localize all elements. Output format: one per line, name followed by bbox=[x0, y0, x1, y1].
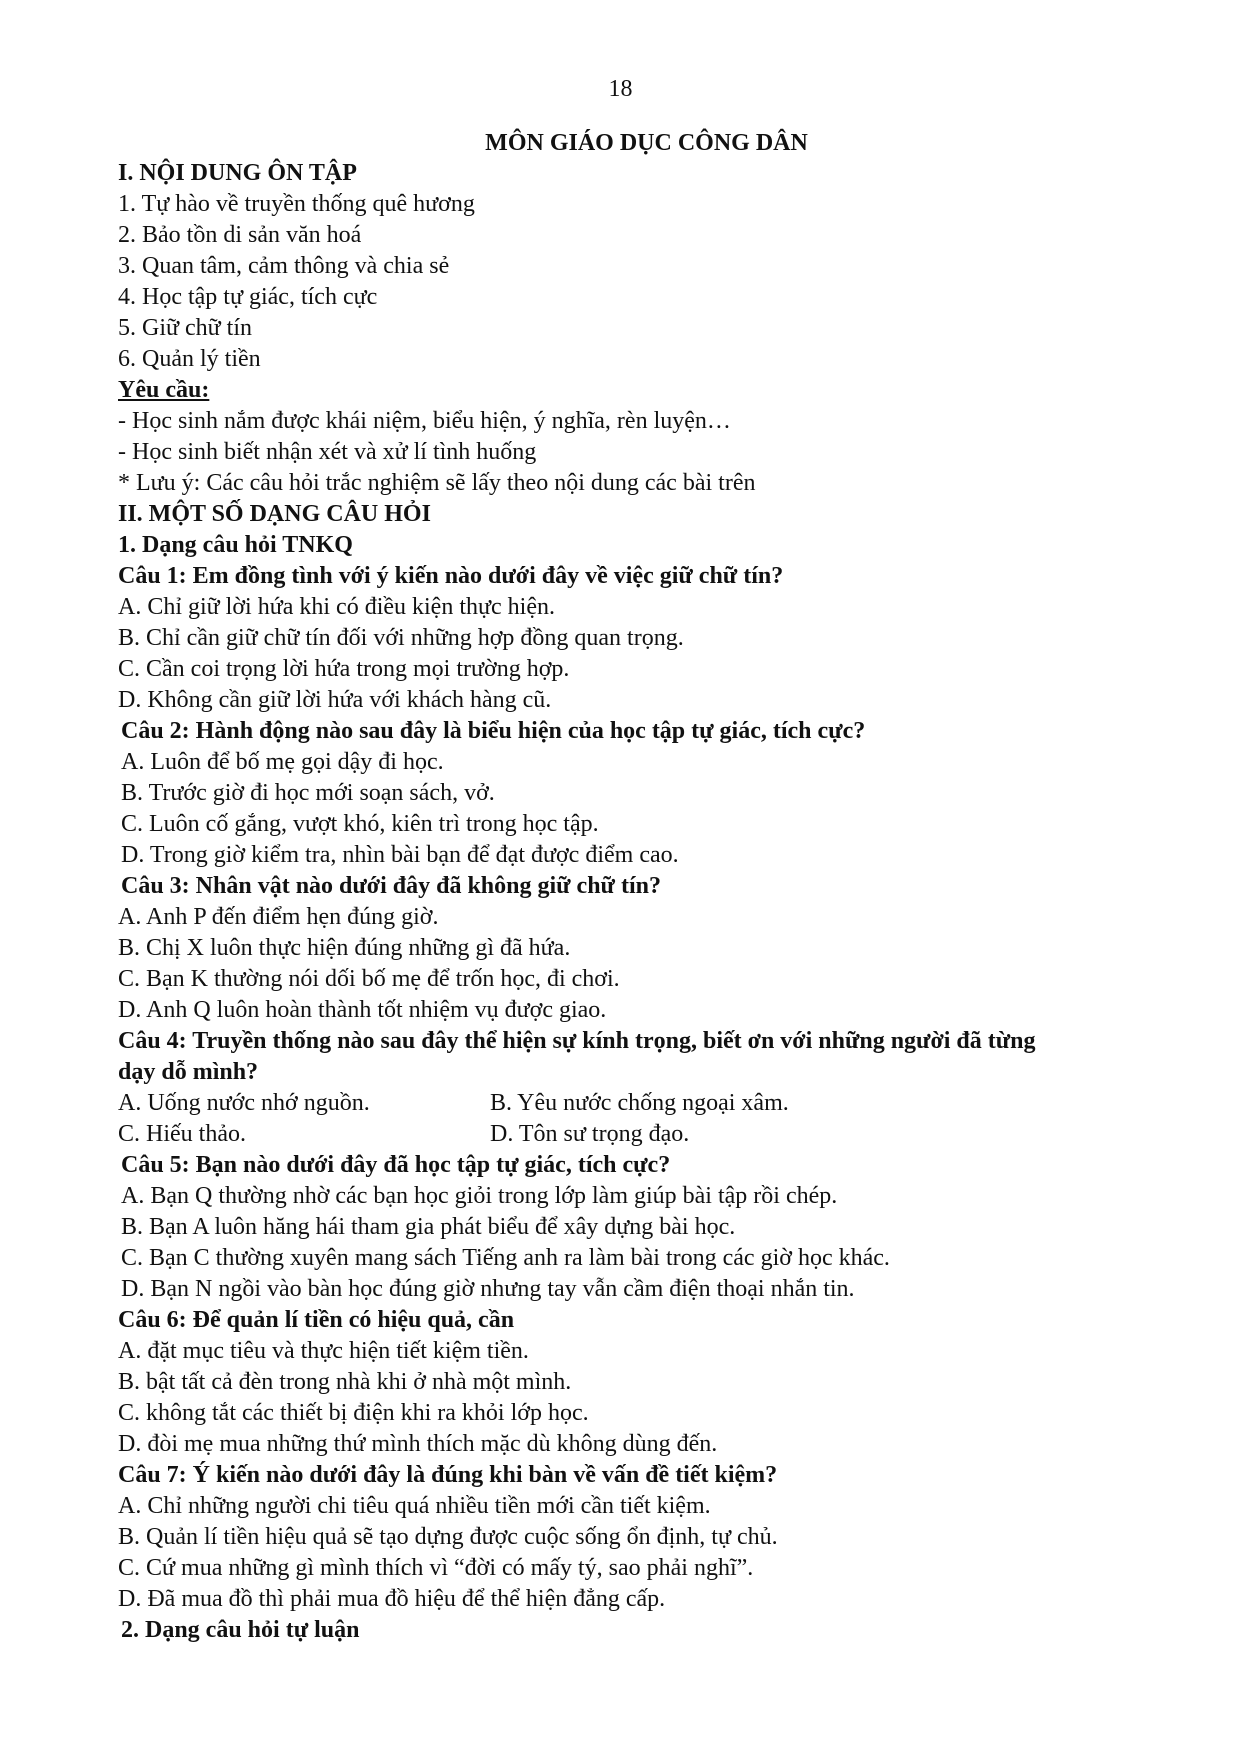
question-2-option-d: D. Trong giờ kiểm tra, nhìn bài bạn để đạt được điểm cao. bbox=[121, 842, 679, 868]
question-3-option-a: A. Anh P đến điểm hẹn đúng giờ. bbox=[118, 904, 439, 930]
question-3-option-d: D. Anh Q luôn hoàn thành tốt nhiệm vụ được giao. bbox=[118, 997, 607, 1023]
question-7-option-a: A. Chỉ những người chi tiêu quá nhiều tiền mới cần tiết kiệm. bbox=[118, 1493, 711, 1519]
question-4-title-line-1: Câu 4: Truyền thống nào sau đây thể hiện sự kính trọng, biết ơn với những người đã từng bbox=[118, 1028, 1036, 1054]
note-item: * Lưu ý: Các câu hỏi trắc nghiệm sẽ lấy theo nội dung các bài trên bbox=[118, 470, 756, 496]
review-item: 5. Giữ chữ tín bbox=[118, 315, 253, 341]
question-6-option-a: A. đặt mục tiêu và thực hiện tiết kiệm tiền. bbox=[118, 1338, 529, 1364]
question-6-option-d: D. đòi mẹ mua những thứ mình thích mặc dù không dùng đến. bbox=[118, 1431, 718, 1457]
question-5-option-d: D. Bạn N ngồi vào bàn học đúng giờ nhưng tay vẫn cầm điện thoại nhắn tin. bbox=[121, 1276, 855, 1302]
question-6-option-b: B. bật tất cả đèn trong nhà khi ở nhà một mình. bbox=[118, 1369, 572, 1395]
question-1-option-a: A. Chỉ giữ lời hứa khi có điều kiện thực hiện. bbox=[118, 594, 555, 620]
page-number: 18 bbox=[608, 76, 633, 102]
section-1-heading: I. NỘI DUNG ÔN TẬP bbox=[118, 160, 357, 186]
question-2-title: Câu 2: Hành động nào sau đây là biểu hiện của học tập tự giác, tích cực? bbox=[121, 718, 866, 744]
question-2-option-b: B. Trước giờ đi học mới soạn sách, vở. bbox=[121, 780, 495, 806]
question-3-title: Câu 3: Nhân vật nào dưới đây đã không giữ chữ tín? bbox=[121, 873, 661, 899]
question-5-option-c: C. Bạn C thường xuyên mang sách Tiếng anh ra làm bài trong các giờ học khác. bbox=[121, 1245, 890, 1271]
question-5-title: Câu 5: Bạn nào dưới đây đã học tập tự giác, tích cực? bbox=[121, 1152, 671, 1178]
requirements-label: Yêu cầu: bbox=[118, 377, 210, 403]
section-2-heading: II. MỘT SỐ DẠNG CÂU HỎI bbox=[118, 501, 431, 527]
document-body bbox=[118, 158, 1178, 1646]
question-7-option-d: D. Đã mua đồ thì phải mua đồ hiệu để thể hiện đẳng cấp. bbox=[118, 1586, 666, 1612]
review-item: 3. Quan tâm, cảm thông và chia sẻ bbox=[118, 253, 450, 279]
question-4-option-a: A. Uống nước nhớ nguồn. bbox=[118, 1090, 370, 1116]
question-7-option-c: C. Cứ mua những gì mình thích vì “đời có mấy tý, sao phải nghĩ”. bbox=[118, 1555, 754, 1581]
review-item: 6. Quản lý tiền bbox=[118, 346, 261, 372]
question-4-title-line-2: dạy dỗ mình? bbox=[118, 1059, 259, 1085]
question-3-option-b: B. Chị X luôn thực hiện đúng những gì đã hứa. bbox=[118, 935, 571, 961]
question-5-option-b: B. Bạn A luôn hăng hái tham gia phát biểu để xây dựng bài học. bbox=[121, 1214, 736, 1240]
question-4-option-c: C. Hiếu thảo. bbox=[118, 1121, 246, 1147]
requirement-item: - Học sinh nắm được khái niệm, biểu hiện, ý nghĩa, rèn luyện… bbox=[118, 408, 731, 434]
subject-title: MÔN GIÁO DỤC CÔNG DÂN bbox=[485, 130, 808, 156]
question-7-option-b: B. Quản lí tiền hiệu quả sẽ tạo dựng được cuộc sống ổn định, tự chủ. bbox=[118, 1524, 778, 1550]
requirement-item: - Học sinh biết nhận xét và xử lí tình huống bbox=[118, 439, 537, 465]
question-4-option-d: D. Tôn sư trọng đạo. bbox=[490, 1121, 690, 1147]
review-item: 1. Tự hào về truyền thống quê hương bbox=[118, 191, 475, 217]
question-1-option-b: B. Chỉ cần giữ chữ tín đối với những hợp đồng quan trọng. bbox=[118, 625, 684, 651]
question-4-options-row-1 bbox=[118, 1088, 1178, 1119]
part-2-heading: 2. Dạng câu hỏi tự luận bbox=[121, 1617, 360, 1643]
question-7-title: Câu 7: Ý kiến nào dưới đây là đúng khi bàn về vấn đề tiết kiệm? bbox=[118, 1462, 778, 1488]
question-4-option-b: B. Yêu nước chống ngoại xâm. bbox=[490, 1090, 789, 1116]
question-6-option-c: C. không tắt các thiết bị điện khi ra khỏi lớp học. bbox=[118, 1400, 589, 1426]
question-2-option-c: C. Luôn cố gắng, vượt khó, kiên trì trong học tập. bbox=[121, 811, 599, 837]
question-3-option-c: C. Bạn K thường nói dối bố mẹ để trốn học, đi chơi. bbox=[118, 966, 620, 992]
part-1-heading: 1. Dạng câu hỏi TNKQ bbox=[118, 532, 353, 558]
question-6-title: Câu 6: Để quản lí tiền có hiệu quả, cần bbox=[118, 1307, 515, 1333]
question-1-option-d: D. Không cần giữ lời hứa với khách hàng cũ. bbox=[118, 687, 552, 713]
question-1-title: Câu 1: Em đồng tình với ý kiến nào dưới đây về việc giữ chữ tín? bbox=[118, 563, 784, 589]
question-5-option-a: A. Bạn Q thường nhờ các bạn học giỏi trong lớp làm giúp bài tập rồi chép. bbox=[121, 1183, 838, 1209]
question-4-options-row-2 bbox=[118, 1119, 1178, 1150]
question-2-option-a: A. Luôn để bố mẹ gọi dậy đi học. bbox=[121, 749, 444, 775]
review-item: 4. Học tập tự giác, tích cực bbox=[118, 284, 378, 310]
review-item: 2. Bảo tồn di sản văn hoá bbox=[118, 222, 362, 248]
question-1-option-c: C. Cần coi trọng lời hứa trong mọi trường hợp. bbox=[118, 656, 570, 682]
